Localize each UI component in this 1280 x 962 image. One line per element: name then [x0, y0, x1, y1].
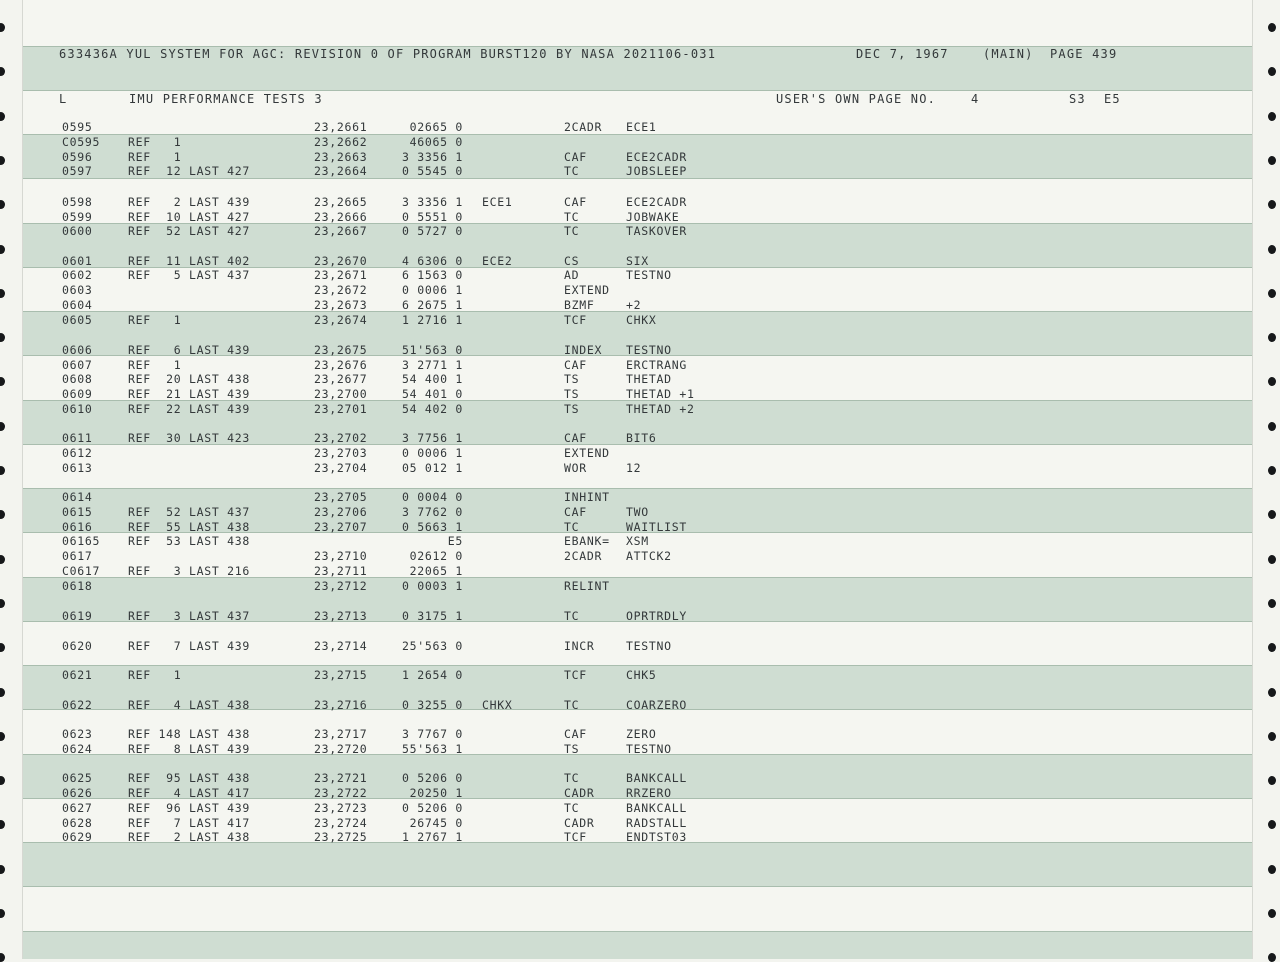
address: 23,2663 [314, 150, 368, 164]
operand: ECE2CADR [626, 150, 687, 164]
feed-hole [1268, 865, 1276, 874]
operand: CHKX [626, 313, 657, 327]
reference: REF 1 [128, 150, 182, 164]
subheader-e5: E5 [1104, 92, 1121, 106]
line-number: C0617 [62, 564, 101, 578]
line-number: 0601 [62, 254, 93, 268]
line-number: 0625 [62, 771, 93, 785]
object-code: 25'563 0 [402, 639, 463, 653]
feed-hole [0, 23, 5, 32]
line-number: 0613 [62, 461, 93, 475]
reference: REF 1 [128, 358, 182, 372]
operand: THETAD +1 [626, 387, 695, 401]
line-number: 0617 [62, 549, 93, 563]
object-code: 0 5551 0 [402, 210, 463, 224]
operand: ERCTRANG [626, 358, 687, 372]
feed-hole [1268, 422, 1276, 431]
object-code: 54 400 1 [402, 372, 463, 386]
operand: JOBSLEEP [626, 164, 687, 178]
object-code: 46065 0 [409, 135, 463, 149]
feed-hole [0, 555, 5, 564]
line-number: 0598 [62, 195, 93, 209]
feed-hole [0, 909, 5, 918]
subheader-title: IMU PERFORMANCE TESTS 3 [129, 92, 323, 106]
operand: TESTNO [626, 268, 672, 282]
owner-page-label: USER'S OWN PAGE NO. [776, 92, 937, 106]
address: 23,2672 [314, 283, 368, 297]
green-bar [22, 842, 1252, 886]
operand: BANKCALL [626, 771, 687, 785]
object-code: 0 5663 1 [402, 520, 463, 534]
address: 23,2714 [314, 639, 368, 653]
object-code: 0 5727 0 [402, 224, 463, 238]
line-number: 0612 [62, 446, 93, 460]
opcode: EBANK= [564, 534, 610, 548]
opcode: TS [564, 387, 580, 401]
opcode: TC [564, 771, 580, 785]
feed-hole [1268, 289, 1276, 298]
feed-hole [0, 333, 5, 342]
feed-hole [1268, 377, 1276, 386]
operand: COARZERO [626, 698, 687, 712]
reference: REF 3 LAST 216 [128, 564, 250, 578]
reference: REF 2 LAST 439 [128, 195, 250, 209]
operand: 12 [626, 461, 642, 475]
feed-hole [1268, 156, 1276, 165]
reference: REF 4 LAST 438 [128, 698, 250, 712]
operand: RADSTALL [626, 816, 687, 830]
feed-hole [1268, 599, 1276, 608]
feed-hole [0, 67, 5, 76]
label: CHKX [482, 698, 513, 712]
feed-hole [1268, 333, 1276, 342]
feed-hole [0, 599, 5, 608]
object-code: 1 2654 0 [402, 668, 463, 682]
address: 23,2677 [314, 372, 368, 386]
address: 23,2722 [314, 786, 368, 800]
object-code: 3 3356 1 [402, 195, 463, 209]
line-number: C0595 [62, 135, 101, 149]
line-number: 0604 [62, 298, 93, 312]
reference: REF 52 LAST 437 [128, 505, 250, 519]
address: 23,2715 [314, 668, 368, 682]
feed-hole [1268, 245, 1276, 254]
address: 23,2664 [314, 164, 368, 178]
line-number: 06165 [62, 534, 101, 548]
object-code: 02612 0 [409, 549, 463, 563]
line-number: 0607 [62, 358, 93, 372]
line-number: 0609 [62, 387, 93, 401]
address: 23,2720 [314, 742, 368, 756]
object-code: 0 3175 1 [402, 609, 463, 623]
reference: REF 20 LAST 438 [128, 372, 250, 386]
opcode: TCF [564, 313, 587, 327]
opcode: CAF [564, 195, 587, 209]
address: 23,2705 [314, 490, 368, 504]
operand: TESTNO [626, 742, 672, 756]
feed-hole [0, 422, 5, 431]
feed-hole [1268, 200, 1276, 209]
opcode: TS [564, 402, 580, 416]
feed-hole [1268, 688, 1276, 697]
opcode: INCR [564, 639, 595, 653]
address: 23,2666 [314, 210, 368, 224]
feed-hole [0, 643, 5, 652]
line-number: 0602 [62, 268, 93, 282]
opcode: TS [564, 742, 580, 756]
reference: REF 22 LAST 439 [128, 402, 250, 416]
object-code: 0 0004 0 [402, 490, 463, 504]
address: 23,2716 [314, 698, 368, 712]
line-number: 0605 [62, 313, 93, 327]
reference: REF 53 LAST 438 [128, 534, 250, 548]
opcode: TC [564, 801, 580, 815]
reference: REF 52 LAST 427 [128, 224, 250, 238]
object-code: 05 012 1 [402, 461, 463, 475]
object-code: 1 2716 1 [402, 313, 463, 327]
feed-hole [0, 865, 5, 874]
reference: REF 2 LAST 438 [128, 830, 250, 844]
line-number: 0627 [62, 801, 93, 815]
operand: CHK5 [626, 668, 657, 682]
object-code: 0 5206 0 [402, 771, 463, 785]
line-number: 0616 [62, 520, 93, 534]
reference: REF 7 LAST 417 [128, 816, 250, 830]
feed-hole [0, 289, 5, 298]
reference: REF 6 LAST 439 [128, 343, 250, 357]
opcode: TC [564, 164, 580, 178]
header-date: DEC 7, 1967 [856, 47, 949, 61]
reference: REF 8 LAST 439 [128, 742, 250, 756]
object-code: 0 0006 1 [402, 283, 463, 297]
feed-hole [0, 245, 5, 254]
operand: ECE1 [626, 120, 657, 134]
label: ECE1 [482, 195, 513, 209]
object-code: 3 2771 1 [402, 358, 463, 372]
reference: REF 3 LAST 437 [128, 609, 250, 623]
object-code: 02665 0 [409, 120, 463, 134]
address: 23,2661 [314, 120, 368, 134]
address: 23,2707 [314, 520, 368, 534]
object-code: 0 5545 0 [402, 164, 463, 178]
operand: RRZERO [626, 786, 672, 800]
object-code: 1 2767 1 [402, 830, 463, 844]
operand: THETAD +2 [626, 402, 695, 416]
operand: WAITLIST [626, 520, 687, 534]
object-code: 6 2675 1 [402, 298, 463, 312]
line-number: 0610 [62, 402, 93, 416]
address: 23,2717 [314, 727, 368, 741]
opcode: CAF [564, 727, 587, 741]
opcode: TC [564, 520, 580, 534]
line-number: 0615 [62, 505, 93, 519]
address: 23,2724 [314, 816, 368, 830]
line-number: 0621 [62, 668, 93, 682]
reference: REF 95 LAST 438 [128, 771, 250, 785]
feed-hole [1268, 23, 1276, 32]
object-code: 22065 1 [409, 564, 463, 578]
object-code: 3 3356 1 [402, 150, 463, 164]
feed-hole [1268, 67, 1276, 76]
address: 23,2673 [314, 298, 368, 312]
line-number: 0597 [62, 164, 93, 178]
opcode: TS [564, 372, 580, 386]
reference: REF 1 [128, 668, 182, 682]
operand: THETAD [626, 372, 672, 386]
label: ECE2 [482, 254, 513, 268]
opcode: CAF [564, 150, 587, 164]
opcode: TCF [564, 830, 587, 844]
object-code: 4 6306 0 [402, 254, 463, 268]
address: 23,2674 [314, 313, 368, 327]
feed-hole [1268, 510, 1276, 519]
address: 23,2712 [314, 579, 368, 593]
object-code: E5 [447, 534, 463, 548]
address: 23,2702 [314, 431, 368, 445]
object-code: 3 7762 0 [402, 505, 463, 519]
opcode: CADR [564, 816, 595, 830]
line-number: 0629 [62, 830, 93, 844]
opcode: TC [564, 224, 580, 238]
operand: XSM [626, 534, 649, 548]
reference: REF 4 LAST 417 [128, 786, 250, 800]
feed-hole [0, 776, 5, 785]
address: 23,2725 [314, 830, 368, 844]
address: 23,2721 [314, 771, 368, 785]
subheader-s3: S3 [1069, 92, 1086, 106]
opcode: 2CADR [564, 549, 603, 563]
line-number: 0628 [62, 816, 93, 830]
line-number: 0624 [62, 742, 93, 756]
line-number: 0600 [62, 224, 93, 238]
address: 23,2704 [314, 461, 368, 475]
object-code: 3 7756 1 [402, 431, 463, 445]
address: 23,2706 [314, 505, 368, 519]
address: 23,2676 [314, 358, 368, 372]
operand: SIX [626, 254, 649, 268]
header-page: PAGE 439 [1050, 47, 1118, 61]
object-code: 0 3255 0 [402, 698, 463, 712]
opcode: WOR [564, 461, 587, 475]
reference: REF 11 LAST 402 [128, 254, 250, 268]
operand: TWO [626, 505, 649, 519]
address: 23,2710 [314, 549, 368, 563]
feed-hole [0, 820, 5, 829]
operand: TESTNO [626, 343, 672, 357]
opcode: INHINT [564, 490, 610, 504]
address: 23,2671 [314, 268, 368, 282]
feed-hole [1268, 820, 1276, 829]
feed-hole [1268, 112, 1276, 121]
line-number: 0603 [62, 283, 93, 297]
object-code: 0 5206 0 [402, 801, 463, 815]
opcode: TC [564, 698, 580, 712]
opcode: TC [564, 609, 580, 623]
address: 23,2701 [314, 402, 368, 416]
line-number: 0599 [62, 210, 93, 224]
feed-hole [0, 953, 5, 962]
line-number: 0623 [62, 727, 93, 741]
feed-hole [0, 377, 5, 386]
feed-hole [1268, 643, 1276, 652]
address: 23,2723 [314, 801, 368, 815]
line-number: 0614 [62, 490, 93, 504]
opcode: CAF [564, 358, 587, 372]
operand: OPRTRDLY [626, 609, 687, 623]
object-code: 0 0003 1 [402, 579, 463, 593]
opcode: CAF [564, 431, 587, 445]
opcode: RELINT [564, 579, 610, 593]
object-code: 54 401 0 [402, 387, 463, 401]
operand: JOBWAKE [626, 210, 680, 224]
object-code: 55'563 1 [402, 742, 463, 756]
address: 23,2675 [314, 343, 368, 357]
reference: REF 55 LAST 438 [128, 520, 250, 534]
feed-hole [1268, 466, 1276, 475]
line-number: 0622 [62, 698, 93, 712]
reference: REF 148 LAST 438 [128, 727, 250, 741]
line-number: 0595 [62, 120, 93, 134]
line-number: 0626 [62, 786, 93, 800]
line-number: 0619 [62, 609, 93, 623]
header-title: 633436A YUL SYSTEM FOR AGC: REVISION 0 OF PROGRAM BURST120 BY NASA 2021106-031 [59, 47, 717, 61]
reference: REF 96 LAST 439 [128, 801, 250, 815]
opcode: TCF [564, 668, 587, 682]
operand: ZERO [626, 727, 657, 741]
address: 23,2667 [314, 224, 368, 238]
object-code: 51'563 0 [402, 343, 463, 357]
line-number: 0608 [62, 372, 93, 386]
opcode: INDEX [564, 343, 603, 357]
reference: REF 5 LAST 437 [128, 268, 250, 282]
address: 23,2670 [314, 254, 368, 268]
opcode: BZMF [564, 298, 595, 312]
address: 23,2711 [314, 564, 368, 578]
operand: ATTCK2 [626, 549, 672, 563]
reference: REF 1 [128, 135, 182, 149]
object-code: 54 402 0 [402, 402, 463, 416]
operand: +2 [626, 298, 642, 312]
address: 23,2703 [314, 446, 368, 460]
reference: REF 12 LAST 427 [128, 164, 250, 178]
subheader-l: L [59, 92, 68, 106]
feed-hole [1268, 555, 1276, 564]
feed-hole [0, 156, 5, 165]
operand: TESTNO [626, 639, 672, 653]
opcode: EXTEND [564, 283, 610, 297]
address: 23,2700 [314, 387, 368, 401]
line-number: 0611 [62, 431, 93, 445]
line-number: 0618 [62, 579, 93, 593]
reference: REF 7 LAST 439 [128, 639, 250, 653]
feed-hole [0, 732, 5, 741]
operand: BIT6 [626, 431, 657, 445]
address: 23,2665 [314, 195, 368, 209]
reference: REF 21 LAST 439 [128, 387, 250, 401]
operand: ECE2CADR [626, 195, 687, 209]
opcode: CAF [564, 505, 587, 519]
green-bar [22, 931, 1252, 959]
feed-hole [0, 112, 5, 121]
opcode: EXTEND [564, 446, 610, 460]
reference: REF 30 LAST 423 [128, 431, 250, 445]
opcode: CADR [564, 786, 595, 800]
object-code: 20250 1 [409, 786, 463, 800]
operand: BANKCALL [626, 801, 687, 815]
opcode: TC [564, 210, 580, 224]
opcode: CS [564, 254, 580, 268]
operand: TASKOVER [626, 224, 687, 238]
operand: ENDTST03 [626, 830, 687, 844]
address: 23,2662 [314, 135, 368, 149]
feed-hole [1268, 953, 1276, 962]
feed-hole [0, 466, 5, 475]
feed-hole [1268, 732, 1276, 741]
object-code: 0 0006 1 [402, 446, 463, 460]
feed-hole [0, 688, 5, 697]
owner-page-number: 4 [971, 92, 980, 106]
object-code: 6 1563 0 [402, 268, 463, 282]
reference: REF 1 [128, 313, 182, 327]
line-number: 0620 [62, 639, 93, 653]
object-code: 3 7767 0 [402, 727, 463, 741]
opcode: 2CADR [564, 120, 603, 134]
feed-hole [1268, 909, 1276, 918]
address: 23,2713 [314, 609, 368, 623]
feed-hole [0, 510, 5, 519]
line-number: 0596 [62, 150, 93, 164]
object-code: 26745 0 [409, 816, 463, 830]
feed-hole [0, 200, 5, 209]
reference: REF 10 LAST 427 [128, 210, 250, 224]
feed-hole [1268, 776, 1276, 785]
header-main: (MAIN) [983, 47, 1034, 61]
opcode: AD [564, 268, 580, 282]
line-number: 0606 [62, 343, 93, 357]
